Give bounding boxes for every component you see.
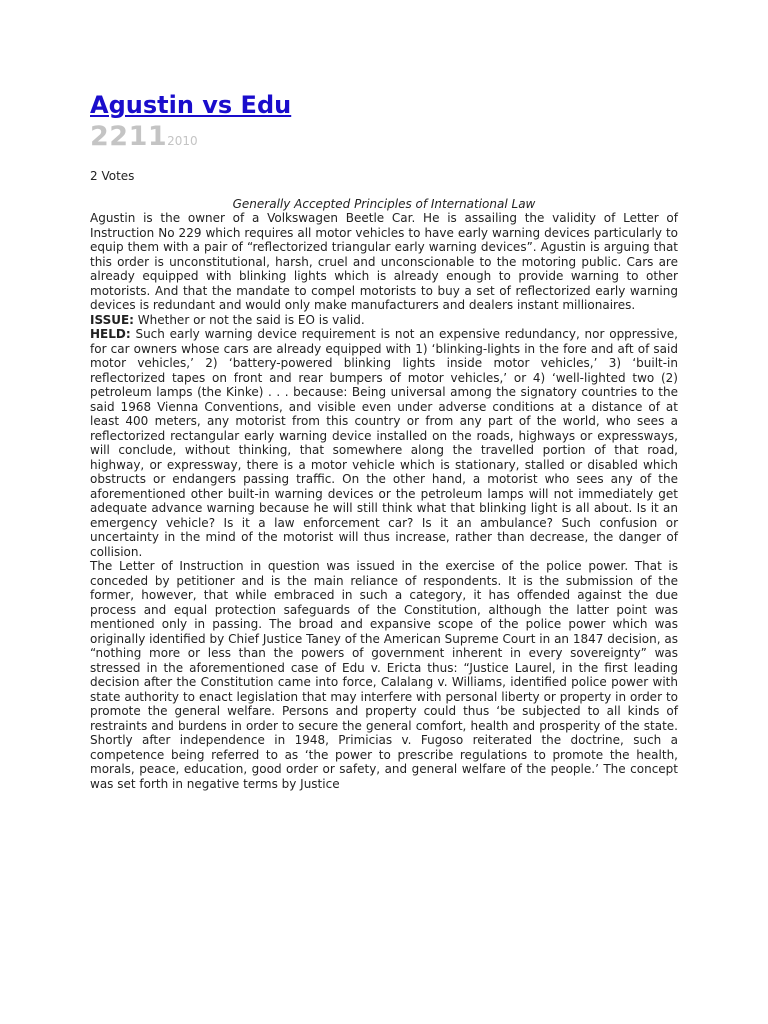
post-date-day-month: 2211 [90, 121, 168, 152]
held-label: HELD: [90, 327, 131, 341]
document-subtitle: Generally Accepted Principles of International Law [232, 197, 536, 211]
post-date-year: 2010 [167, 134, 198, 148]
document-page [90, 90, 678, 791]
issue-paragraph [90, 313, 678, 328]
post-date [90, 120, 678, 154]
facts-paragraph: Agustin is the owner of a Volkswagen Beetle Car. He is assailing the validity of Letter of Instruction No 229 which requires all motor vehicles to have early warning devices particularly to equip them with a pair of “reflectorized triangular early warning devices”. Agustin is arguing that this order is unconstitutional, harsh, cruel and unconscionable to the motoring public. Cars are already equipped with blinking lights which is already enough to provide warning to other motorists. And that the mandate to compel motorists to buy a set of reflectorized early warning devices is redundant and would only make manufacturers and dealers instant millionaires. [90, 211, 678, 312]
vote-count: 2 Votes [90, 169, 135, 183]
page-title-link[interactable]: Agustin vs Edu [90, 91, 292, 119]
held-paragraph [90, 327, 678, 559]
issue-label: ISSUE: [90, 312, 134, 327]
issue-text: Whether or not the said is EO is valid. [133, 312, 365, 327]
police-power-paragraph: The Letter of Instruction in question was issued in the exercise of the police power. That is conceded by petitioner and is the main reliance of respondents. It is the submission of the former, however, that while embraced in such a category, it has offended against the due process and equal protection safeguards of the Constitution, although the latter point was mentioned only in passing. The broad and expansive scope of the police power which was originally identified by Chief Justice Taney of the American Supreme Court in an 1847 decision, as “nothing more or less than the powers of government inherent in every sovereignty” was stressed in the aforementioned case of Edu v. Ericta thus: “Justice Laurel, in the first leading decision after the Constitution came into force, Calalang v. Williams, identified police power with state authority to enact legislation that may interfere with personal liberty or property in order to promote the general welfare. Persons and property could thus ‘be subjected to all kinds of restraints and burdens in order to secure the general comfort, health and prosperity of the state. Shortly after independence in 1948, Primicias v. Fugoso reiterated the doctrine, such a competence being referred to as ‘the power to prescribe regulations to promote the health, morals, peace, education, good order or safety, and general welfare of the people.’ The concept was set forth in negative terms by Justice [90, 559, 678, 791]
held-text: Such early warning device requirement is not an expensive redundancy, nor oppressive, for car owners whose cars are already equipped with 1) ‘blinking-lights in the fore and aft of said motor vehicles,’ 2) ‘battery-powered blinking lights inside motor vehicles,’ 3) ‘built-in reflectorized tapes on front and rear bumpers of motor vehicles,’ or 4) ‘well-lighted two (2) petroleum lamps (the Kinke) . . . because: Being universal among the signatory countries to the said 1968 Vienna Conventions, and visible even under adverse conditions at a distance of at least 400 meters, any motorist from this country or from any part of the world, who sees a reflectorized rectangular early warning device installed on the roads, highways or expressways, will conclude, without thinking, that somewhere along the travelled portion of that road, highway, or expressway, there is a motor vehicle which is stationary, stalled or disabled which obstructs or endangers passing traffic. On the other hand, a motorist who sees any of the aforementioned other built-in warning devices or the petroleum lamps will not immediately get adequate advance warning because he will still think what that blinking light is all about. Is it an emergency vehicle? Is it a law enforcement car? Is it an ambulance? Such confusion or uncertainty in the mind of the motorist will thus increase, rather than decrease, the danger of collision. [90, 327, 678, 559]
